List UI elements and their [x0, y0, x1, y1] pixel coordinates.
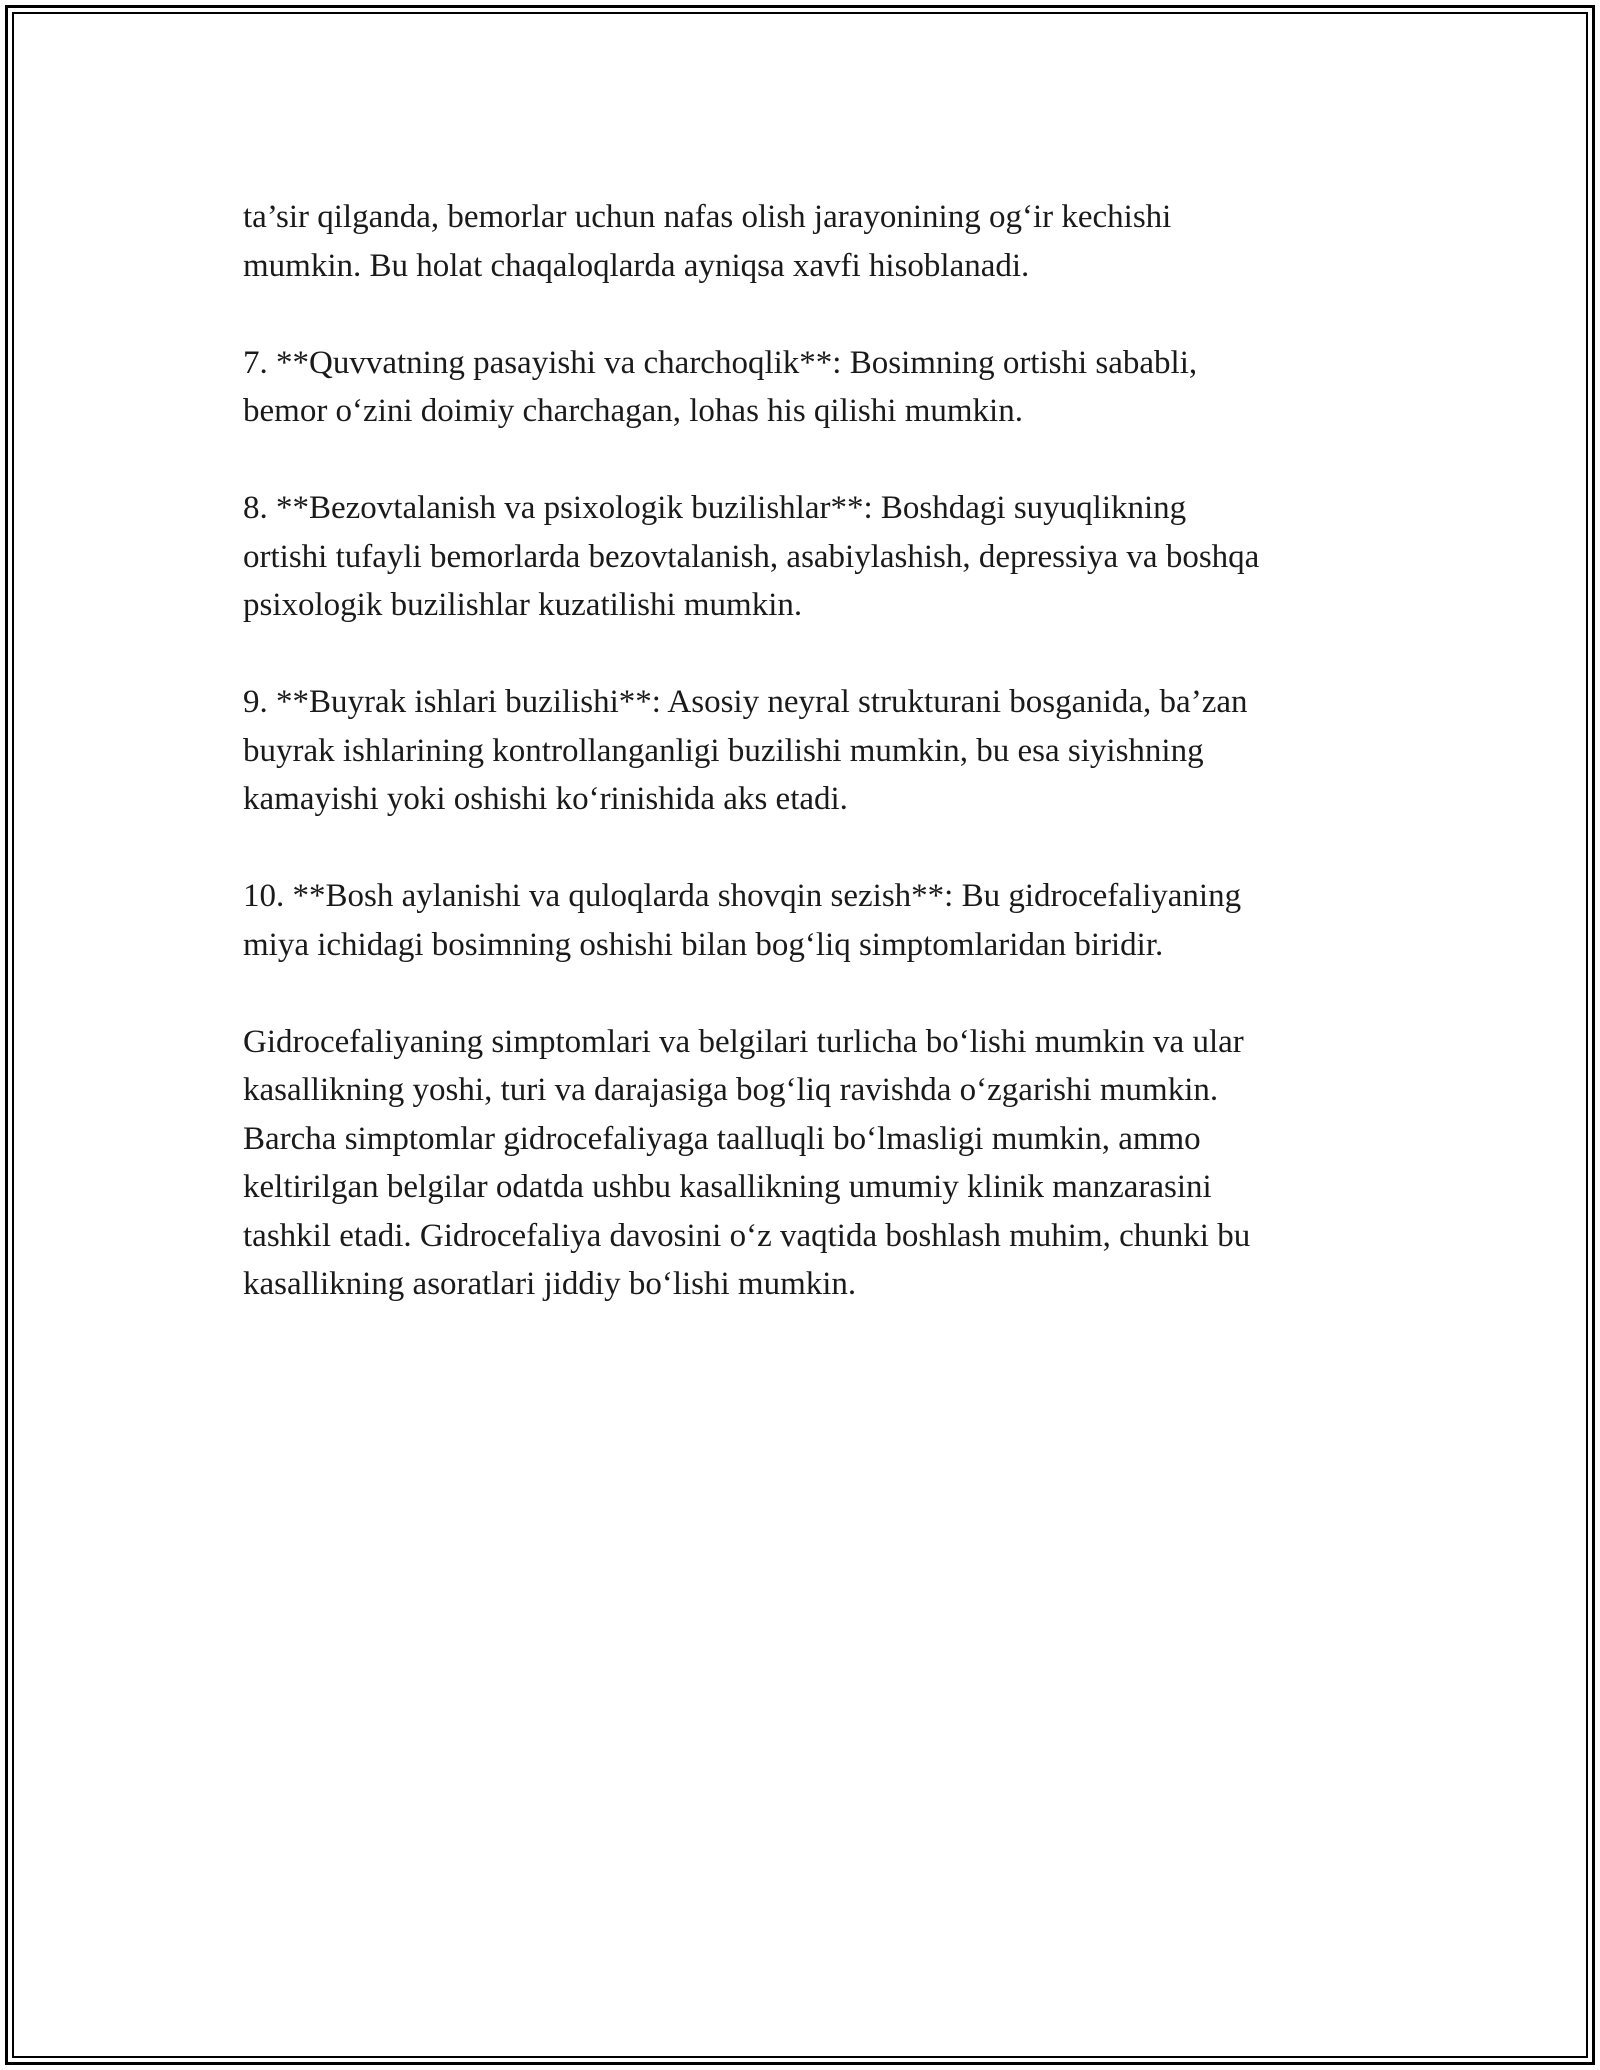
text-line: Barcha simptomlar gidrocefaliyaga taalluqli bo‘lmasligi mumkin, ammo — [243, 1120, 1201, 1157]
text-line: kasallikning asoratlari jiddiy bo‘lishi mumkin. — [243, 1266, 857, 1302]
paragraph-continuation — [243, 193, 1393, 290]
paragraph-item-10 — [243, 872, 1393, 969]
text-line: Gidrocefaliyaning simptomlari va belgilari turlicha bo‘lishi mumkin va ular — [243, 1023, 1244, 1060]
paragraph-item-8 — [243, 484, 1393, 630]
paragraph-item-9 — [243, 678, 1393, 824]
text-line: psixologik buzilishlar kuzatilishi mumkin. — [243, 587, 803, 623]
paragraph-conclusion — [243, 1018, 1393, 1309]
text-line: tashkil etadi. Gidrocefaliya davosini o‘z vaqtida boshlash muhim, chunki bu — [243, 1217, 1251, 1254]
text-line: 10. **Bosh aylanishi va quloqlarda shovqin sezish**: Bu gidrocefaliyaning — [243, 878, 1242, 914]
text-line: keltirilgan belgilar odatda ushbu kasallikning umumiy klinik manzarasini — [243, 1169, 1212, 1205]
page-border — [5, 5, 1595, 2065]
text-line: ortishi tufayli bemorlarda bezovtalanish, asabiylashish, depressiya va boshqa — [243, 538, 1260, 575]
text-line: ta’sir qilganda, bemorlar uchun nafas olish jarayonining og‘ir kechishi — [243, 199, 1172, 235]
text-line: bemor o‘zini doimiy charchagan, lohas his qilishi mumkin. — [243, 393, 1023, 429]
text-line: 8. **Bezovtalanish va psixologik buzilishlar**: Boshdagi suyuqlikning — [243, 490, 1187, 526]
text-line: kasallikning yoshi, turi va darajasiga bog‘liq ravishda o‘zgarishi mumkin. — [243, 1072, 1219, 1108]
text-line: kamayishi yoki oshishi ko‘rinishida aks etadi. — [243, 781, 848, 817]
text-line: miya ichidagi bosimning oshishi bilan bog‘liq simptomlaridan biridir. — [243, 926, 1164, 963]
document-body — [243, 193, 1393, 1357]
text-line: mumkin. Bu holat chaqaloqlarda ayniqsa xavfi hisoblanadi. — [243, 247, 1030, 284]
text-line: 9. **Buyrak ishlari buzilishi**: Asosiy neyral strukturani bosganida, ba’zan — [243, 684, 1248, 720]
paragraph-item-7 — [243, 339, 1393, 436]
text-line: buyrak ishlarining kontrollanganligi buzilishi mumkin, bu esa siyishning — [243, 732, 1204, 769]
text-line: 7. **Quvvatning pasayishi va charchoqlik**: Bosimning ortishi sababli, — [243, 344, 1198, 381]
